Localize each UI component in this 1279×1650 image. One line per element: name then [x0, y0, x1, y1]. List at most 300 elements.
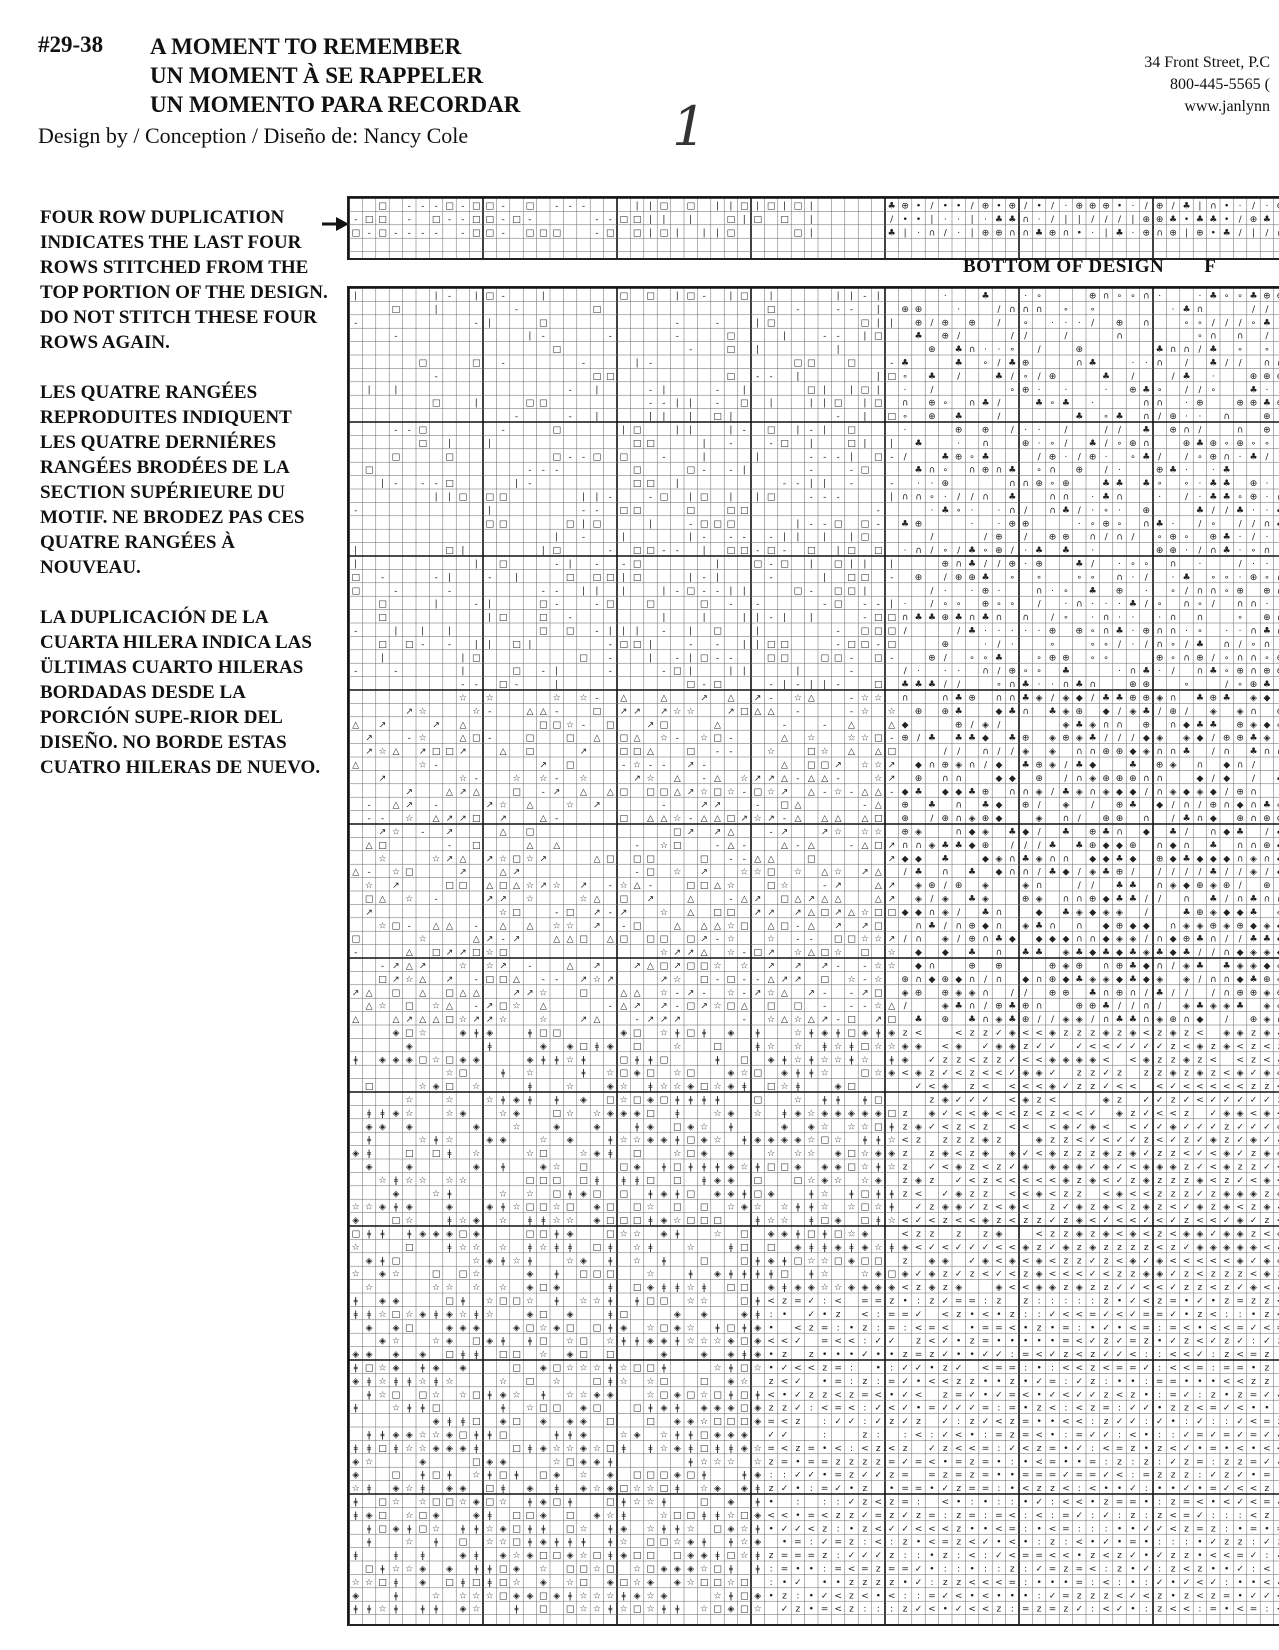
- stitch-symbol: □: [378, 613, 387, 623]
- stitch-symbol: △: [727, 841, 734, 851]
- stitch-symbol: ↗: [700, 935, 708, 945]
- stitch-symbol: ☆: [646, 774, 654, 784]
- stitch-symbol: △: [875, 881, 882, 891]
- stitch-symbol: □: [539, 1337, 548, 1347]
- stitch-symbol: ☆: [794, 868, 802, 878]
- stitch-symbol: z: [1010, 1564, 1015, 1574]
- stitch-symbol: ☆: [754, 1109, 762, 1119]
- stitch-symbol: /: [984, 559, 988, 569]
- stitch-symbol: -: [434, 228, 437, 238]
- stitch-symbol: ◈: [446, 1444, 453, 1454]
- stitch-symbol: |: [863, 439, 866, 449]
- stitch-symbol: •: [1103, 1484, 1108, 1494]
- stitch-symbol: ǂ: [796, 1229, 801, 1239]
- stitch-symbol: ◈: [1022, 921, 1029, 931]
- stitch-symbol: ♣: [955, 734, 963, 744]
- stitch-symbol: □: [713, 1524, 722, 1534]
- stitch-symbol: z: [1184, 1283, 1189, 1293]
- stitch-symbol: <: [1183, 1082, 1191, 1092]
- stitch-symbol: =: [1089, 1310, 1097, 1320]
- stitch-symbol: ∩: [1210, 935, 1217, 945]
- stitch-symbol: ✓: [1156, 1578, 1164, 1588]
- stitch-symbol: z: [1265, 1484, 1270, 1494]
- stitch-symbol: ♣: [1022, 760, 1030, 770]
- stitch-symbol: ↗: [486, 935, 494, 945]
- stitch-symbol: ☆: [780, 881, 788, 891]
- stitch-symbol: -: [729, 734, 732, 744]
- stitch-symbol: z: [1090, 1028, 1095, 1038]
- stitch-symbol: □: [579, 1042, 588, 1052]
- stitch-symbol: -: [769, 693, 772, 703]
- stitch-symbol: |: [756, 318, 759, 328]
- stitch-symbol: ⊕: [1129, 385, 1137, 395]
- stitch-symbol: ♣: [1182, 573, 1190, 583]
- stitch-symbol: ◆: [1103, 707, 1110, 717]
- stitch-symbol: ◈: [634, 1430, 641, 1440]
- stitch-symbol: ◈: [580, 1484, 587, 1494]
- stitch-symbol: •: [1036, 201, 1041, 211]
- stitch-symbol: |: [435, 492, 438, 502]
- stitch-symbol: ☆: [499, 854, 507, 864]
- stitch-symbol: ǂ: [715, 1323, 720, 1333]
- stitch-symbol: □: [472, 841, 481, 851]
- stitch-symbol: ◆: [915, 961, 922, 971]
- stitch-symbol: □: [633, 546, 642, 556]
- stitch-symbol: ∩: [1197, 613, 1204, 623]
- stitch-symbol: -: [649, 492, 652, 502]
- stitch-symbol: ♣: [1249, 747, 1257, 757]
- stitch-symbol: ∘: [902, 372, 908, 382]
- stitch-symbol: ∩: [1197, 760, 1204, 770]
- stitch-symbol: /: [997, 720, 1001, 730]
- stitch-symbol: ☆: [620, 1605, 628, 1615]
- stitch-symbol: ☆: [459, 1310, 467, 1320]
- stitch-symbol: ·: [1118, 559, 1121, 569]
- stitch-symbol: ·: [904, 385, 907, 395]
- stitch-symbol: ∩: [1264, 358, 1271, 368]
- stitch-symbol: □: [472, 1337, 481, 1347]
- stitch-symbol: -: [501, 215, 504, 225]
- stitch-symbol: ∩: [1103, 720, 1110, 730]
- stitch-symbol: □: [593, 372, 602, 382]
- stitch-symbol: □: [633, 215, 642, 225]
- stitch-symbol: ↗: [861, 868, 869, 878]
- stitch-symbol: ✓: [1049, 1310, 1057, 1320]
- stitch-symbol: -: [609, 640, 612, 650]
- stitch-symbol: ✓: [1236, 1136, 1244, 1146]
- stitch-symbol: ☆: [579, 774, 587, 784]
- stitch-symbol: =: [955, 1390, 963, 1400]
- stitch-symbol: △: [674, 921, 681, 931]
- stitch-symbol: <: [1156, 1109, 1164, 1119]
- address-phone: 800-445-5565 (: [1144, 74, 1270, 96]
- stitch-symbol: z: [1010, 1417, 1015, 1427]
- stitch-symbol: <: [1263, 1283, 1271, 1293]
- stitch-symbol: -: [408, 215, 411, 225]
- stitch-symbol: ☆: [579, 894, 587, 904]
- stitch-symbol: :: [904, 1551, 907, 1561]
- stitch-symbol: <: [1009, 1511, 1017, 1521]
- stitch-symbol: ✓: [915, 1564, 923, 1574]
- stitch-symbol: △: [754, 854, 761, 864]
- stitch-symbol: ⊕: [1035, 774, 1043, 784]
- stitch-symbol: z: [983, 1122, 988, 1132]
- stitch-symbol: z: [836, 1511, 841, 1521]
- stitch-symbol: □: [633, 1363, 642, 1373]
- stitch-symbol: ◈: [1129, 1229, 1136, 1239]
- stitch-symbol: □: [633, 1605, 642, 1615]
- stitch-symbol: ∘: [1170, 640, 1176, 650]
- stitch-symbol: ǂ: [689, 1457, 694, 1467]
- stitch-symbol: ◆: [1237, 908, 1244, 918]
- stitch-symbol: ⊕: [1196, 653, 1204, 663]
- stitch-symbol: ∘: [1076, 573, 1082, 583]
- stitch-symbol: -: [743, 988, 746, 998]
- stitch-symbol: ☆: [499, 1189, 507, 1199]
- stitch-symbol: ✓: [1143, 1122, 1151, 1132]
- stitch-symbol: :: [1118, 1430, 1121, 1440]
- stitch-symbol: -: [622, 921, 625, 931]
- stitch-symbol: ∩: [982, 988, 989, 998]
- stitch-symbol: z: [1265, 1216, 1270, 1226]
- stitch-symbol: ♣: [1142, 479, 1150, 489]
- stitch-symbol: :: [984, 1564, 987, 1574]
- stitch-symbol: ☆: [486, 961, 494, 971]
- stitch-symbol: ↗: [687, 760, 695, 770]
- stitch-symbol: ✓: [1143, 1404, 1151, 1414]
- stitch-symbol: •: [1170, 1484, 1175, 1494]
- stitch-symbol: ◈: [1183, 961, 1190, 971]
- stitch-symbol: ǂ: [836, 1028, 841, 1038]
- stitch-symbol: |: [1105, 228, 1108, 238]
- stitch-symbol: ☆: [834, 1042, 842, 1052]
- stitch-symbol: /: [1038, 452, 1042, 462]
- stitch-symbol: ✓: [1250, 1256, 1258, 1266]
- stitch-symbol: ♣: [995, 935, 1003, 945]
- stitch-symbol: -: [555, 975, 558, 985]
- stitch-symbol: □: [606, 1270, 615, 1280]
- stitch-symbol: ∘: [983, 358, 989, 368]
- stitch-symbol: □: [700, 492, 709, 502]
- stitch-symbol: □: [727, 1551, 736, 1561]
- stitch-symbol: -: [689, 519, 692, 529]
- stitch-symbol: □: [445, 1296, 454, 1306]
- stitch-symbol: ☆: [727, 921, 735, 931]
- stitch-symbol: □: [378, 600, 387, 610]
- stitch-symbol: -: [421, 827, 424, 837]
- stitch-symbol: ◈: [1036, 894, 1043, 904]
- stitch-symbol: z: [1184, 1457, 1189, 1467]
- stitch-symbol: /: [1024, 841, 1028, 851]
- stitch-symbol: •: [1117, 1538, 1122, 1548]
- stitch-symbol: □: [887, 1270, 896, 1280]
- stitch-symbol: ✓: [1049, 1591, 1057, 1601]
- stitch-symbol: ♣: [1008, 358, 1016, 368]
- stitch-symbol: ↗: [794, 975, 802, 985]
- stitch-symbol: ∩: [1250, 801, 1257, 811]
- stitch-symbol: □: [499, 559, 508, 569]
- stitch-symbol: <: [1035, 1457, 1043, 1467]
- stitch-symbol: □: [847, 1149, 856, 1159]
- stitch-symbol: □: [727, 1283, 736, 1293]
- stitch-symbol: -: [555, 908, 558, 918]
- stitch-symbol: z: [1090, 1551, 1095, 1561]
- stitch-symbol: z: [849, 1390, 854, 1400]
- stitch-symbol: □: [418, 1511, 427, 1521]
- stitch-symbol: :: [1225, 1310, 1228, 1320]
- stitch-symbol: ☆: [512, 774, 520, 784]
- stitch-symbol: ⊕: [915, 318, 923, 328]
- stitch-symbol: ◈: [781, 1229, 788, 1239]
- stitch-symbol: ◈: [379, 1337, 386, 1347]
- stitch-symbol: ◈: [727, 1430, 734, 1440]
- stitch-symbol: ✓: [1156, 1551, 1164, 1561]
- stitch-symbol: △: [701, 814, 708, 824]
- stitch-symbol: z: [1251, 1296, 1256, 1306]
- stitch-symbol: ·: [944, 215, 947, 225]
- stitch-symbol: -: [488, 573, 491, 583]
- stitch-symbol: z: [983, 1229, 988, 1239]
- stitch-symbol: z: [1171, 1149, 1176, 1159]
- stitch-symbol: <: [928, 1337, 936, 1347]
- stitch-symbol: ✓: [1183, 1390, 1191, 1400]
- stitch-symbol: ☆: [579, 1551, 587, 1561]
- stitch-symbol: /: [930, 586, 934, 596]
- stitch-symbol: :: [1091, 1296, 1094, 1306]
- stitch-symbol: |: [689, 412, 692, 422]
- stitch-symbol: z: [1037, 1243, 1042, 1253]
- stitch-symbol: :: [1212, 1350, 1215, 1360]
- stitch-symbol: ◈: [955, 988, 962, 998]
- stitch-symbol: ✓: [875, 1404, 883, 1414]
- stitch-symbol: ǂ: [729, 1390, 734, 1400]
- stitch-symbol: /: [1239, 881, 1243, 891]
- stitch-symbol: /: [1051, 693, 1055, 703]
- stitch-symbol: ✓: [1143, 1109, 1151, 1119]
- stitch-symbol: ☆: [807, 734, 815, 744]
- stitch-symbol: <: [1196, 1497, 1204, 1507]
- stitch-symbol: ✓: [1196, 1417, 1204, 1427]
- stitch-symbol: -: [434, 573, 437, 583]
- stitch-symbol: ✓: [794, 1390, 802, 1400]
- stitch-symbol: •: [1157, 1337, 1162, 1347]
- stitch-symbol: <: [1009, 1283, 1017, 1293]
- stitch-symbol: -: [689, 814, 692, 824]
- stitch-symbol: <: [1076, 1350, 1084, 1360]
- stitch-symbol: ◈: [714, 1189, 721, 1199]
- stitch-symbol: ǂ: [635, 1296, 640, 1306]
- stitch-symbol: -: [836, 626, 839, 636]
- stitch-symbol: ∩: [1076, 774, 1083, 784]
- stitch-symbol: ♣: [914, 613, 922, 623]
- stitch-symbol: ♣: [1089, 988, 1097, 998]
- stitch-symbol: /: [1172, 667, 1176, 677]
- stitch-symbol: ◈: [727, 1189, 734, 1199]
- stitch-symbol: ǂ: [488, 1471, 493, 1481]
- stitch-symbol: ◈: [942, 1203, 949, 1213]
- stitch-symbol: /: [1239, 559, 1243, 569]
- stitch-symbol: <: [834, 1444, 842, 1454]
- stitch-symbol: -: [676, 332, 679, 342]
- stitch-symbol: □: [887, 747, 896, 757]
- stitch-symbol: □: [874, 988, 883, 998]
- stitch-symbol: -: [836, 452, 839, 462]
- stitch-symbol: z: [1131, 1270, 1136, 1280]
- stitch-symbol: <: [1076, 1538, 1084, 1548]
- stitch-symbol: ⊕: [942, 318, 950, 328]
- stitch-symbol: =: [1169, 1390, 1177, 1400]
- stitch-symbol: <: [1169, 1363, 1177, 1373]
- stitch-symbol: <: [1102, 1551, 1110, 1561]
- stitch-symbol: ♣: [1156, 519, 1164, 529]
- stitch-symbol: ∘: [1237, 492, 1243, 502]
- stitch-symbol: ◈: [727, 1497, 734, 1507]
- stitch-symbol: /: [1064, 760, 1068, 770]
- stitch-symbol: △: [687, 908, 694, 918]
- stitch-symbol: <: [781, 1511, 789, 1521]
- stitch-symbol: ◈: [1223, 921, 1230, 931]
- stitch-symbol: □: [820, 1136, 829, 1146]
- stitch-symbol: ◈: [781, 1069, 788, 1079]
- stitch-symbol: |: [823, 399, 826, 409]
- stitch-symbol: ☆: [499, 908, 507, 918]
- stitch-symbol: ◈: [660, 1216, 667, 1226]
- stitch-symbol: ☆: [432, 1390, 440, 1400]
- stitch-symbol: □: [660, 1296, 669, 1306]
- stitch-symbol: ☆: [713, 1457, 721, 1467]
- stitch-symbol: <: [1236, 1484, 1244, 1494]
- stitch-symbol: ·: [1064, 201, 1067, 211]
- stitch-symbol: ↗: [888, 760, 896, 770]
- stitch-symbol: :: [997, 1404, 1000, 1414]
- stitch-symbol: ǂ: [354, 1605, 359, 1615]
- stitch-symbol: z: [1104, 1337, 1109, 1347]
- stitch-symbol: :: [1038, 1310, 1041, 1320]
- stitch-symbol: □: [619, 1310, 628, 1320]
- stitch-symbol: ✓: [942, 1591, 950, 1601]
- stitch-symbol: /: [1172, 372, 1176, 382]
- stitch-symbol: ✓: [1196, 1511, 1204, 1521]
- stitch-symbol: z: [1224, 1337, 1229, 1347]
- stitch-symbol: □: [485, 215, 494, 225]
- stitch-symbol: z: [769, 1377, 774, 1387]
- stitch-symbol: ◈: [419, 1350, 426, 1360]
- stitch-symbol: ◈: [1129, 935, 1136, 945]
- stitch-symbol: □: [861, 1256, 870, 1266]
- stitch-symbol: ⊕: [1116, 988, 1124, 998]
- stitch-symbol: ♣: [1142, 385, 1150, 395]
- stitch-symbol: ☆: [861, 1270, 869, 1280]
- stitch-symbol: •: [1237, 1524, 1242, 1534]
- stitch-symbol: -: [528, 961, 531, 971]
- stitch-symbol: ✓: [1223, 1216, 1231, 1226]
- stitch-symbol: ◈: [392, 1363, 399, 1373]
- stitch-symbol: |: [689, 653, 692, 663]
- stitch-symbol: ⊕: [928, 399, 936, 409]
- stitch-symbol: ◆: [969, 841, 976, 851]
- stitch-symbol: ✓: [888, 1337, 896, 1347]
- stitch-symbol: □: [646, 1538, 655, 1548]
- stitch-symbol: ◈: [1103, 1149, 1110, 1159]
- stitch-symbol: ✓: [1076, 1444, 1084, 1454]
- stitch-symbol: ☆: [392, 1337, 400, 1347]
- stitch-symbol: ♣: [1089, 358, 1097, 368]
- stitch-symbol: ◈: [1250, 961, 1257, 971]
- stitch-symbol: z: [1224, 1136, 1229, 1146]
- stitch-symbol: <: [1129, 1430, 1137, 1440]
- stitch-symbol: ∩: [1076, 935, 1083, 945]
- stitch-symbol: ☆: [593, 1363, 601, 1373]
- stitch-symbol: |: [595, 586, 598, 596]
- stitch-symbol: ∩: [1183, 653, 1190, 663]
- stitch-symbol: ⊕: [1156, 201, 1164, 211]
- stitch-symbol: -: [662, 801, 665, 811]
- stitch-symbol: ∩: [1250, 626, 1257, 636]
- stitch-symbol: <: [1035, 1149, 1043, 1159]
- stitch-symbol: ⊕: [942, 613, 950, 623]
- stitch-symbol: ⊕: [1156, 215, 1164, 225]
- stitch-symbol: :: [984, 1296, 987, 1306]
- stitch-symbol: ✓: [781, 1524, 789, 1534]
- stitch-symbol: z: [1064, 1256, 1069, 1266]
- stitch-symbol: ǂ: [608, 1323, 613, 1333]
- stitch-symbol: ◆: [1036, 935, 1043, 945]
- stitch-symbol: ∩: [1143, 399, 1150, 409]
- stitch-symbol: ◈: [714, 1484, 721, 1494]
- stitch-symbol: ǂ: [849, 1042, 854, 1052]
- stitch-symbol: ◈: [1116, 1109, 1123, 1119]
- stitch-symbol: ǂ: [890, 1189, 895, 1199]
- stitch-symbol: |: [461, 546, 464, 556]
- stitch-symbol: =: [1250, 1390, 1258, 1400]
- stitch-symbol: ☆: [486, 948, 494, 958]
- stitch-symbol: ǂ: [782, 1109, 787, 1119]
- stitch-symbol: /: [1038, 600, 1042, 610]
- stitch-symbol: |: [1252, 228, 1255, 238]
- stitch-symbol: ↗: [767, 948, 775, 958]
- stitch-symbol: ∩: [1103, 988, 1110, 998]
- stitch-symbol: ◈: [660, 1189, 667, 1199]
- stitch-symbol: z: [1157, 1149, 1162, 1159]
- stitch-symbol: z: [1117, 1270, 1122, 1280]
- stitch-symbol: :: [997, 1484, 1000, 1494]
- stitch-symbol: ǂ: [608, 1551, 613, 1561]
- stitch-symbol: ✓: [1263, 1457, 1271, 1467]
- stitch-symbol: z: [1064, 1283, 1069, 1293]
- stitch-symbol: -: [448, 291, 451, 301]
- stitch-symbol: <: [942, 1497, 950, 1507]
- stitch-symbol: <: [808, 1524, 816, 1534]
- stitch-symbol: ☆: [499, 1109, 507, 1119]
- stitch-symbol: ⊕: [1049, 961, 1057, 971]
- stitch-symbol: ◆: [1103, 921, 1110, 931]
- stitch-symbol: ☆: [378, 1176, 386, 1186]
- stitch-symbol: ∩: [1009, 479, 1016, 489]
- stitch-symbol: ☆: [727, 881, 735, 891]
- stitch-symbol: □: [780, 653, 789, 663]
- stitch-symbol: z: [876, 1457, 881, 1467]
- stitch-symbol: ☆: [579, 1149, 587, 1159]
- stitch-symbol: z: [1090, 1350, 1095, 1360]
- stitch-symbol: z: [943, 1055, 948, 1065]
- stitch-symbol: ♣: [1223, 479, 1231, 489]
- stitch-symbol: ◆: [1196, 774, 1203, 784]
- stitch-symbol: |: [796, 519, 799, 529]
- stitch-symbol: ☆: [874, 827, 882, 837]
- stitch-symbol: ↗: [754, 774, 762, 784]
- stitch-symbol: □: [861, 1042, 870, 1052]
- stitch-symbol: △: [567, 935, 574, 945]
